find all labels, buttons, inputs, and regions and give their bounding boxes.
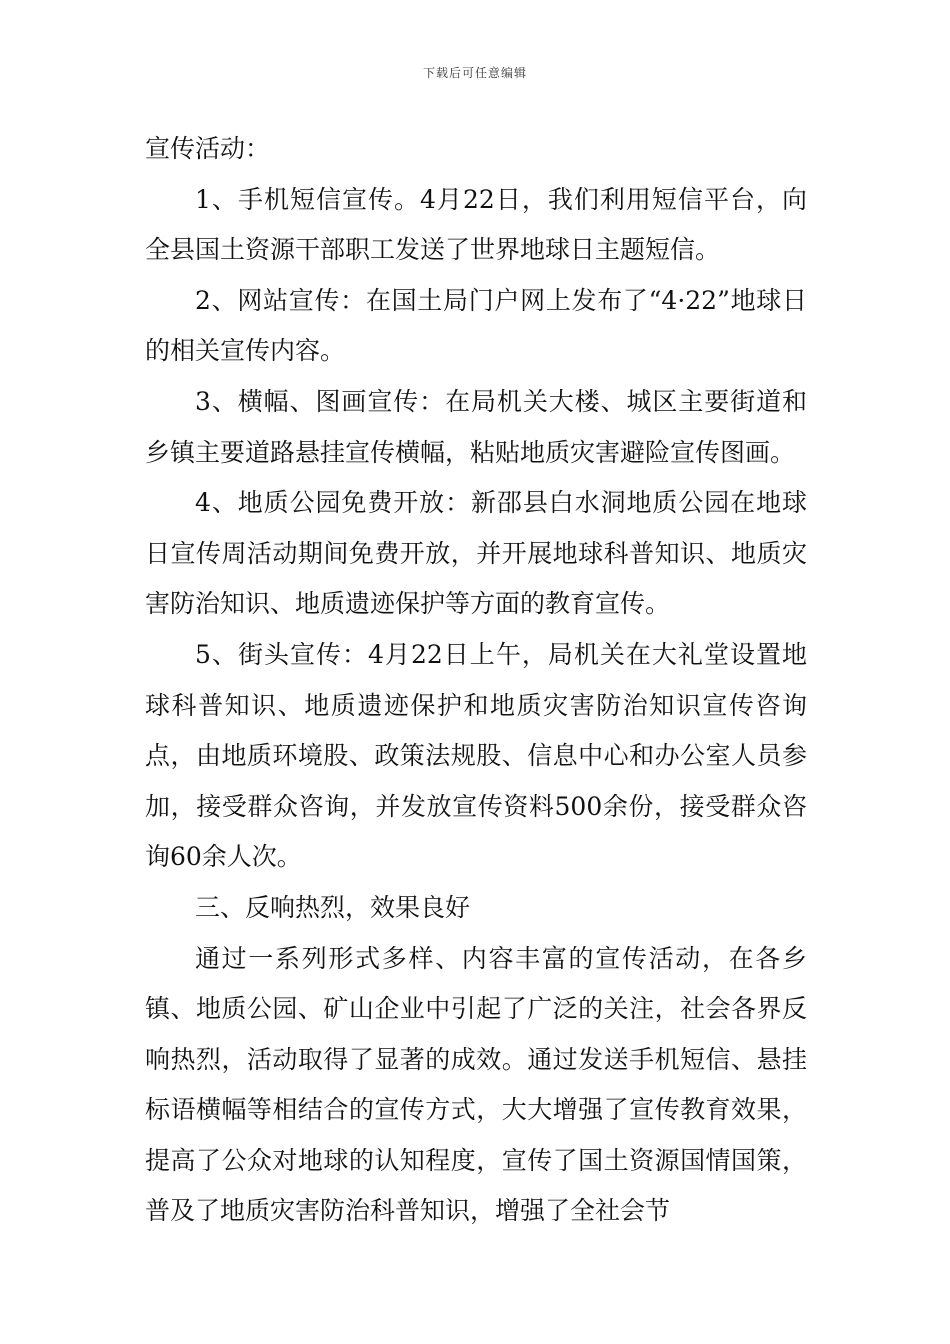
paragraph-geopark-open: 4、地质公园免费开放：新邵县白水洞地质公园在地球日宣传周活动期间免费开放，并开展地球科普知识、地质灾害防治知识、地质遗迹保护等方面的教育宣传。 (145, 488, 807, 619)
document-body (145, 124, 807, 1237)
paragraph-results: 通过一系列形式多样、内容丰富的宣传活动，在各乡镇、地质公园、矿山企业中引起了广泛的关注，社会各界反响热烈，活动取得了显著的成效。通过发送手机短信、悬挂标语横幅等相结合的宣传方式，大大增强了宣传教育效果，提高了公众对地球的认知程度，宣传了国土资源国情国策，普及了地质灾害防治科普知识，增强了全社会节 (145, 943, 807, 1226)
paragraph-website-promotion: 2、网站宣传：在国土局门户网上发布了“4·22”地球日的相关宣传内容。 (145, 285, 807, 366)
section-heading-results: 三、反响热烈，效果良好 (195, 892, 471, 922)
paragraph-street-promotion: 5、街头宣传：4月22日上午，局机关在大礼堂设置地球科普知识、地质遗迹保护和地质灾害防治知识宣传咨询点，由地质环境股、政策法规股、信息中心和办公室人员参加，接受群众咨询，并发放宣传资料500余份，接受群众咨询60余人次。 (145, 639, 807, 872)
page-header-note: 下载后可任意编辑 (422, 66, 527, 80)
paragraph-banner-promotion: 3、横幅、图画宣传：在局机关大楼、城区主要街道和乡镇主要道路悬挂宣传横幅，粘贴地质灾害避险宣传图画。 (145, 386, 807, 467)
paragraph-sms-promotion: 1、手机短信宣传。4月22日，我们利用短信平台，向全县国土资源干部职工发送了世界地球日主题短信。 (145, 184, 807, 265)
paragraph-intro: 宣传活动： (145, 134, 271, 163)
